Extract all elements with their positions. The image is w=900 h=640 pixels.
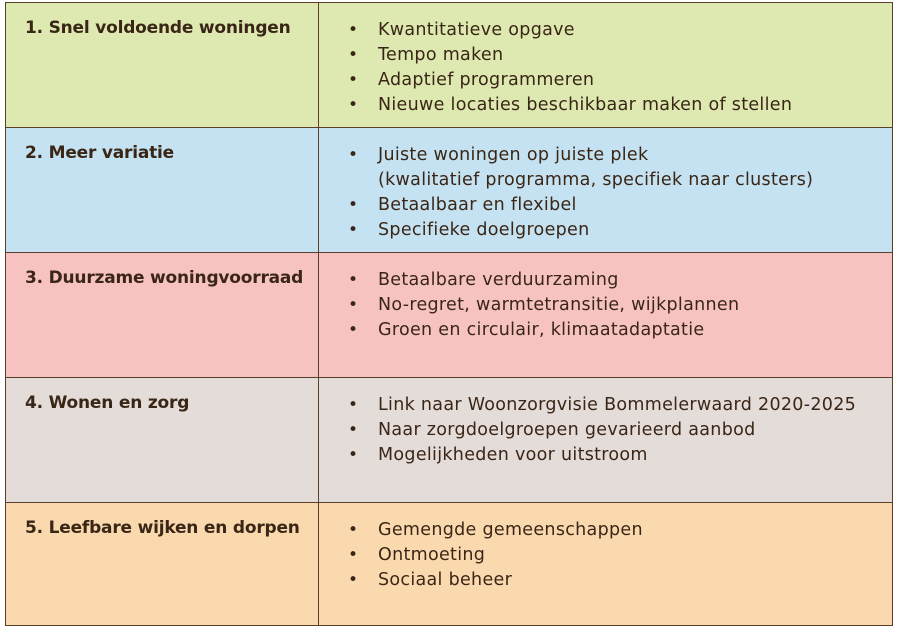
list-item: • Mogelijkheden voor uitstroom <box>348 443 892 468</box>
bullet-icon: • <box>348 70 359 90</box>
theme-table <box>5 2 893 626</box>
bullet-icon: • <box>348 445 359 465</box>
bullet-icon: • <box>348 295 359 315</box>
bullet-icon: • <box>348 220 359 240</box>
theme-title: 4. Wonen en zorg <box>6 378 319 502</box>
list-item: • Sociaal beheer <box>348 568 892 593</box>
bullet-icon: • <box>348 145 359 165</box>
list-item: • Groen en circulair, klimaatadaptatie <box>348 318 892 343</box>
bullet-icon: • <box>348 545 359 565</box>
bullet-icon: • <box>348 270 359 290</box>
bullet-icon: • <box>348 20 359 40</box>
bullet-icon: • <box>348 45 359 65</box>
bullet-list <box>319 378 892 502</box>
bullet-icon: • <box>348 570 359 590</box>
theme-title: 2. Meer variatie <box>6 128 319 252</box>
bullet-list <box>319 503 892 625</box>
bullet-list <box>319 128 892 252</box>
list-item: • Juiste woningen op juiste plek (kwalitatief programma, specifiek naar clusters) <box>348 145 814 190</box>
list-item: • Kwantitatieve opgave <box>348 18 892 43</box>
bullet-icon: • <box>348 195 359 215</box>
theme-title: 1. Snel voldoende woningen <box>6 3 319 127</box>
theme-row-1 <box>6 3 892 128</box>
bullet-icon: • <box>348 420 359 440</box>
list-item: • Betaalbaar en flexibel <box>348 193 892 218</box>
theme-row-2 <box>6 128 892 253</box>
list-item: • Link naar Woonzorgvisie Bommelerwaard 2020-2025 <box>348 393 892 418</box>
theme-row-4 <box>6 378 892 503</box>
theme-row-3 <box>6 253 892 378</box>
list-item: • Nieuwe locaties beschikbaar maken of stellen <box>348 93 892 118</box>
list-item: • Betaalbare verduurzaming <box>348 268 892 293</box>
theme-title: 3. Duurzame woningvoorraad <box>6 253 319 377</box>
bullet-icon: • <box>348 395 359 415</box>
bullet-icon: • <box>348 520 359 540</box>
theme-title: 5. Leefbare wijken en dorpen <box>6 503 319 625</box>
bullet-list <box>319 3 892 127</box>
bullet-icon: • <box>348 95 359 115</box>
list-item: • No-regret, warmtetransitie, wijkplannen <box>348 293 892 318</box>
theme-row-5 <box>6 503 892 625</box>
list-item: • Specifieke doelgroepen <box>348 218 892 243</box>
list-item: • Tempo maken <box>348 43 892 68</box>
list-item: • Adaptief programmeren <box>348 68 892 93</box>
bullet-list <box>319 253 892 377</box>
list-item: • Ontmoeting <box>348 543 892 568</box>
bullet-icon: • <box>348 320 359 340</box>
list-item: • Naar zorgdoelgroepen gevarieerd aanbod <box>348 418 892 443</box>
list-item: • Gemengde gemeenschappen <box>348 518 892 543</box>
